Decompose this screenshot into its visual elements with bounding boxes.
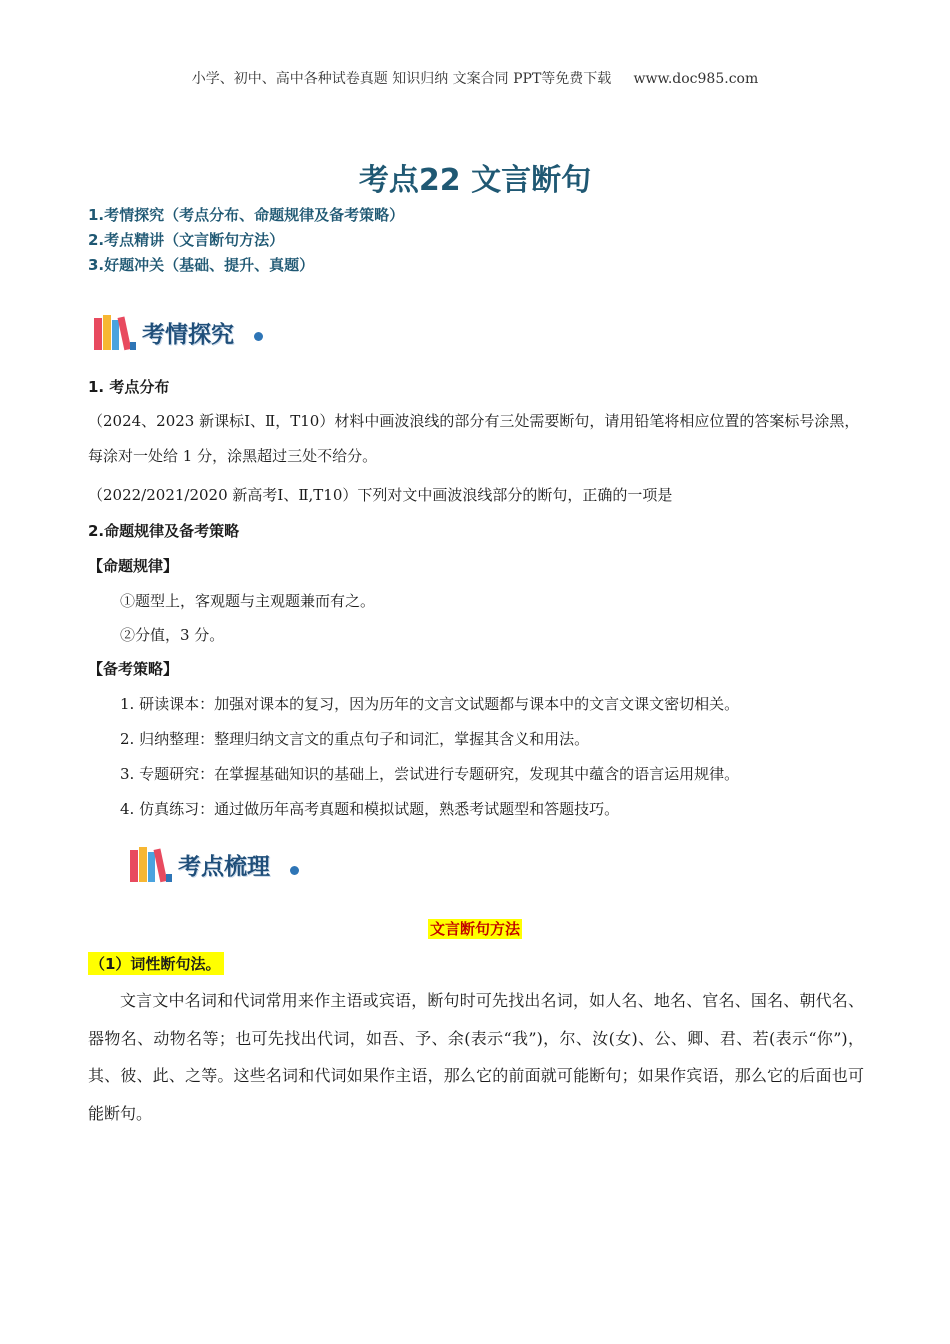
books-icon	[92, 312, 138, 352]
page-title: 考点22 文言断句	[358, 163, 592, 198]
banner-kaoqing	[92, 310, 282, 356]
strategy-item-4: 4. 仿真练习：通过做历年高考真题和模拟试题，熟悉考试题型和答题技巧。	[120, 800, 620, 818]
header-left-text: 小学、初中、高中各种试卷真题 知识归纳 文案合同 PPT等免费下载	[191, 71, 612, 87]
section-heading-distribution: 1. 考点分布	[88, 378, 170, 396]
method-subheading-1: （1）词性断句法。	[88, 952, 224, 975]
banner-dot-icon	[254, 332, 263, 341]
banner-kaoqing-label: 考情探究	[142, 322, 234, 348]
method-title	[0, 918, 950, 939]
strategy-item-3: 3. 专题研究：在掌握基础知识的基础上，尝试进行专题研究，发现其中蕴含的语言运用规律。	[120, 765, 740, 783]
toc-item-2: 2.考点精讲（文言断句方法）	[88, 231, 285, 249]
rule-item-2: ②分值，3 分。	[120, 626, 225, 644]
banner-kaodian	[128, 842, 318, 888]
toc-item-1: 1.考情探究（考点分布、命题规律及备考策略）	[88, 206, 405, 224]
banner-kaodian-label: 考点梳理	[178, 854, 270, 880]
toc-item-3: 3.好题冲关（基础、提升、真题）	[88, 256, 315, 274]
rules-label: 【命题规律】	[88, 557, 179, 575]
method-body-paragraph: 文言文中名词和代词常用来作主语或宾语，断句时可先找出名词，如人名、地名、官名、国名、朝代名、器物名、动物名等；也可先找出代词，如吾、予、余(表示“我”)，尔、汝(女)、公、卿、君、若(表示“你”)，其、彼、此、之等。这些名词和代词如果作主语，那么它的前面就可能断句；如果作宾语，那么它的后面也可能断句。	[88, 991, 864, 1123]
header-website: www.doc985.com	[633, 71, 759, 87]
section-heading-rules: 2.命题规律及备考策略	[88, 522, 240, 540]
strategy-item-1: 1. 研读课本：加强对课本的复习，因为历年的文言文试题都与课本中的文言文课文密切相关。	[120, 695, 740, 713]
books-icon	[128, 844, 174, 884]
distribution-paragraph-1: （2024、2023 新课标Ⅰ、Ⅱ，T10）材料中画波浪线的部分有三处需要断句，请用铅笔将相应位置的答案标号涂黑，每涂对一处给 1 分，涂黑超过三处不给分。	[88, 412, 860, 465]
banner-dot-icon	[290, 866, 299, 875]
method-title-text: 文言断句方法	[429, 920, 520, 938]
rule-item-1: ①题型上，客观题与主观题兼而有之。	[120, 592, 376, 610]
distribution-paragraph-2: （2022/2021/2020 新高考Ⅰ、Ⅱ,T10）下列对文中画波浪线部分的断句，正确的一项是	[88, 486, 673, 504]
strategy-item-2: 2. 归纳整理：整理归纳文言文的重点句子和词汇，掌握其含义和用法。	[120, 730, 590, 748]
strategy-label: 【备考策略】	[88, 660, 179, 678]
page-header	[0, 68, 950, 88]
